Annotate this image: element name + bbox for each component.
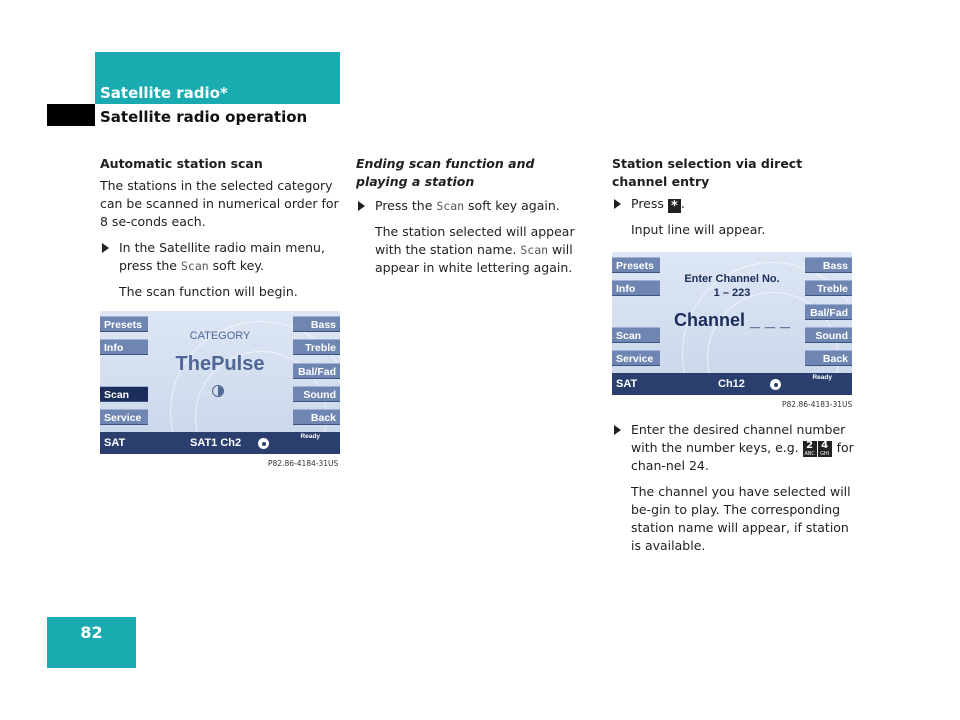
bullet-arrow-icon (614, 199, 621, 209)
status-bar (100, 432, 340, 454)
page-number-box (47, 617, 136, 668)
result-scan-begins: The scan function will begin. (119, 284, 298, 299)
instruction-press-scan-again: Press the Scan soft key again. (356, 197, 588, 215)
softkey-back[interactable]: Back (293, 409, 340, 425)
channel-label: SAT1 Ch2 (190, 437, 242, 449)
star-key-icon: * (668, 199, 681, 213)
bullet-arrow-icon (102, 243, 109, 253)
paragraph-scan-intro: The stations in the selected category can be scanned in numerical order for 8 se-conds each. (100, 178, 339, 229)
figure-ref-1: P82.86-4184-31US (268, 459, 339, 468)
figure-ref-2: P82.86-4183-31US (782, 400, 853, 409)
scan-half-circle-icon (212, 385, 224, 397)
column-automatic-scan (100, 155, 343, 309)
softkey-info[interactable]: Info (612, 280, 660, 296)
result-channel-plays: The channel you have selected will be-gin to play. The corresponding station name will appear, if station is available. (631, 484, 851, 553)
channel-input-line[interactable]: Channel _ _ _ (673, 310, 791, 330)
subsection-title: Satellite radio operation (100, 108, 308, 126)
softkey-treble[interactable]: Treble (805, 280, 852, 296)
softkey-sound[interactable]: Sound (293, 386, 340, 402)
signal-strength-icon (824, 382, 848, 395)
result-station-shown: The station selected will appear with the station name. Scan will appear in white lettering again. (375, 224, 575, 275)
band-label: SAT (616, 378, 638, 390)
softkey-scan[interactable]: Scan (100, 386, 148, 402)
section-header (95, 52, 340, 104)
softkey-presets[interactable]: Presets (612, 257, 660, 273)
section-title: Satellite radio* (100, 84, 228, 102)
softkey-bass[interactable]: Bass (293, 316, 340, 332)
softkey-balfad[interactable]: Bal/Fad (805, 304, 852, 320)
screen-scan-display (100, 311, 340, 454)
disc-icon (770, 379, 781, 390)
bullet-arrow-icon (358, 201, 365, 211)
instruction-press-scan: In the Satellite radio main menu, press the Scan soft key. (100, 239, 343, 275)
channel-range: 1 – 223 (713, 287, 751, 299)
softkey-scan-label: Scan (436, 199, 465, 213)
key-4-icon: 4 GHI (818, 441, 832, 457)
disc-icon (258, 438, 269, 449)
station-name: ThePulse (175, 353, 265, 375)
entry-prompt: Enter Channel No. (684, 273, 780, 285)
heading-direct-entry: Station selection via direct channel entry (612, 156, 803, 189)
band-label: SAT (104, 437, 126, 449)
softkey-info[interactable]: Info (100, 339, 148, 355)
softkey-scan-label: Scan (180, 259, 209, 273)
heading-ending-scan: Ending scan function and playing a station (356, 156, 535, 189)
result-input-line: Input line will appear. (631, 222, 766, 237)
ready-label: Ready (812, 374, 832, 381)
heading-automatic-scan: Automatic station scan (100, 156, 263, 171)
softkey-scan-label: Scan (520, 243, 549, 257)
instruction-press-star: Press * . (612, 195, 857, 213)
softkey-service[interactable]: Service (612, 350, 660, 366)
softkey-service[interactable]: Service (100, 409, 148, 425)
softkey-balfad[interactable]: Bal/Fad (293, 363, 340, 379)
signal-strength-icon (312, 441, 336, 454)
softkey-sound[interactable]: Sound (805, 327, 852, 343)
column-ending-scan (356, 155, 588, 285)
softkey-presets[interactable]: Presets (100, 316, 148, 332)
ready-label: Ready (300, 433, 320, 440)
softkey-scan[interactable]: Scan (612, 327, 660, 343)
subsection-marker (47, 104, 95, 126)
category-label: CATEGORY (189, 330, 251, 342)
key-2-icon: 2 ABC (804, 440, 815, 457)
softkey-back[interactable]: Back (805, 350, 852, 366)
status-bar (612, 373, 852, 395)
bullet-arrow-icon (614, 425, 621, 435)
softkey-treble[interactable]: Treble (293, 339, 340, 355)
screen-channel-entry (612, 252, 852, 395)
channel-label: Ch12 (718, 378, 745, 390)
softkey-bass[interactable]: Bass (805, 257, 852, 273)
instruction-enter-number: Enter the desired channel number with the number keys, e.g. 2 ABC 4 GHI for chan-nel 24. (612, 421, 857, 475)
page-number: 82 (80, 623, 103, 642)
